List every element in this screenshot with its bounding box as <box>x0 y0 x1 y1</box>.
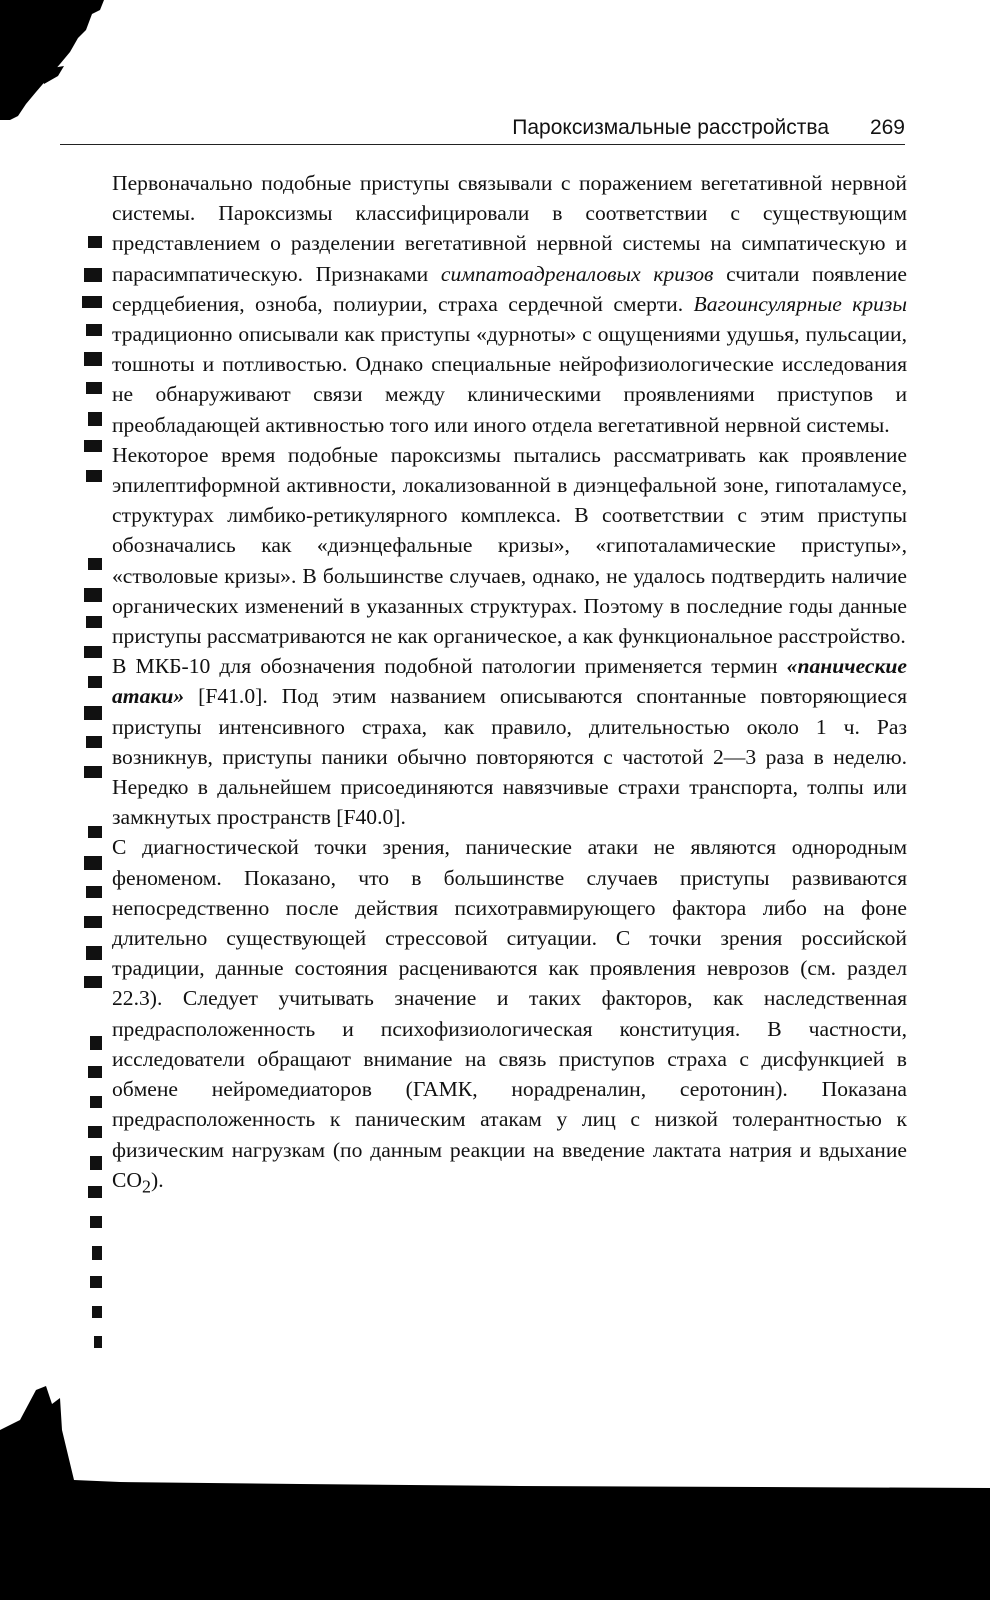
scan-artifact-top <box>0 0 110 120</box>
paragraph-4: С диагностической точки зрения, панические атаки не являются однородным феноменом. Показано, что в большинстве случаев приступы развиваются непосредственно после действия психотравмирующего фактора либо на фоне длительно существующей стрессовой ситуации. С точки зрения российской традиции, данные состояния расцениваются как проявления неврозов (см. раздел 22.3). Следует учитывать значение и таких факторов, как наследственная предрасположенность и психофизиологическая конституция. В частности, исследователи обращают внимание на связь приступов страха с дисфункцией в обмене нейромедиаторов (ГАМК, норадреналин, серотонин). Показана предрасположенность к паническим атакам у лиц с низкой толерантностью к физическим нагрузкам (по данным реакции на введение лактата натрия и вдыхание $CO_2$). <box>112 835 907 1197</box>
running-header <box>60 110 905 145</box>
body-text <box>112 168 907 1201</box>
subscript-2: 2 <box>142 1176 151 1197</box>
paragraph-3: В МКБ-10 для обозначения подобной патологии применяется термин «панические атаки» [F41.0]. Под этим названием описываются спонтанные повторяющиеся приступы интенсивного страха, как правило, длительностью около 1 ч. Раз возникнув, приступы паники обычно повторяются с частотой 2—3 раза в неделю. Нередко в дальнейшем присоединяются навязчивые страхи транспорта, толпы или замкнутых пространств [F40.0]. <box>112 654 907 830</box>
term-sympathoadrenal: симпатоадреналовых кризов <box>440 261 714 286</box>
binding-shadow <box>62 200 106 1370</box>
scan-artifact-bottom <box>0 1360 990 1600</box>
page-number: 269 <box>869 116 905 139</box>
running-header-title: Пароксизмальные расстройства <box>512 116 829 139</box>
paragraph-2: Некоторое время подобные пароксизмы пытались рассматривать как проявление эпилептиформной активности, локализованной в диэнцефальной зоне, гипоталамусе, структурах лимбико-ретикулярного комплекса. В соответствии с этим приступы обозначались как «диэнцефальные кризы», «гипоталамические приступы», «стволовые кризы». В большинстве случаев, однако, не удалось подтвердить наличие органических изменений в указанных структурах. Поэтому в последние годы данные приступы рассматриваются не как органическое, а как функциональное расстройство. <box>112 442 907 649</box>
paragraph-1: Первоначально подобные приступы связывали с поражением вегетативной нервной системы. Пароксизмы классифицировали в соответствии с существующим представлением о разделении вегетативной нервной системы на симпатическую и парасимпатическую. Признаками симпатоадреналовых кризов считали появление сердцебиения, озноба, полиурии, страха сердечной смерти. Вагоинсулярные кризы традиционно описывали как приступы «дурноты» с ощущениями удушья, пульсации, тошноты и потливостью. Однако специальные нейрофизиологические исследования не обнаруживают связи между клиническими проявлениями приступов и преобладающей активностью того или иного отдела вегетативной нервной системы. <box>112 171 907 437</box>
term-vagoinsular: Вагоинсулярные кризы <box>693 291 907 316</box>
term-panic-attacks: «панические атаки» <box>112 654 907 709</box>
